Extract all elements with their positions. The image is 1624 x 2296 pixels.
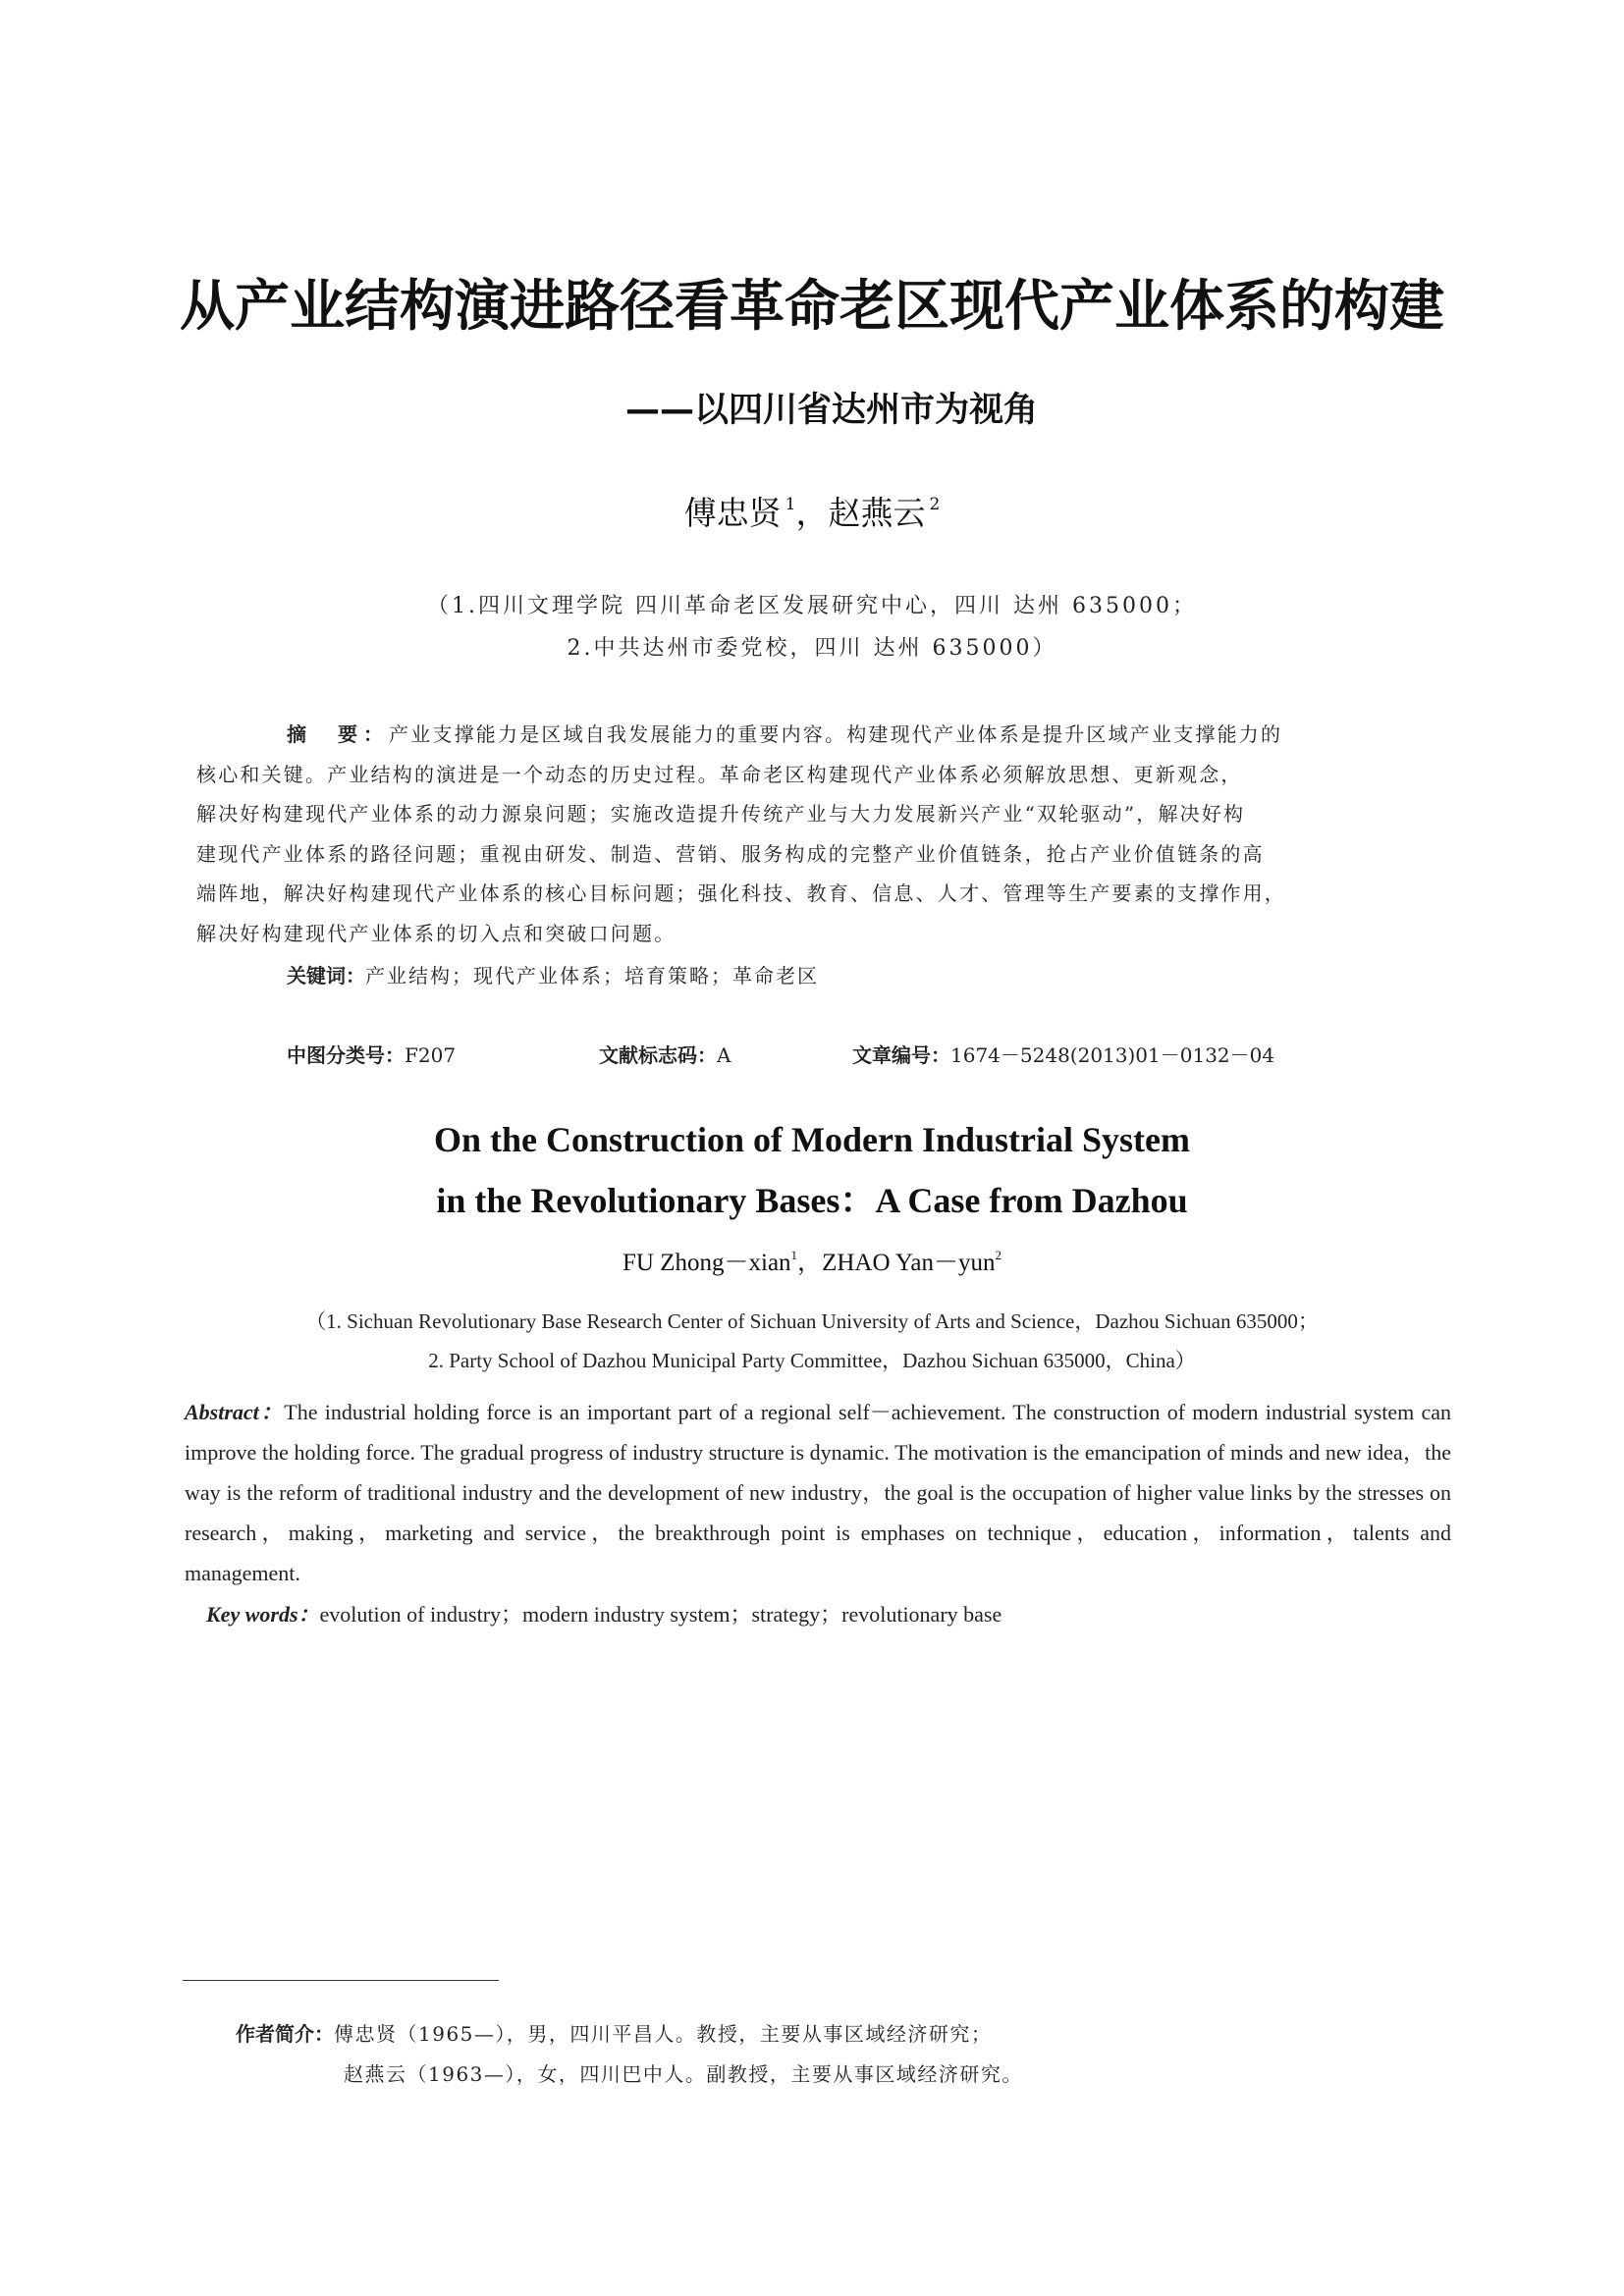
article-number: [852, 1040, 1274, 1068]
abstract-cn-line: 解决好构建现代产业体系的动力源泉问题；实施改造提升传统产业与大力发展新兴产业“双轮驱动”，解决好构: [196, 802, 1246, 826]
abstract-en-text: The industrial holding force is an important part of a regional self－achievement. The construction of modern industrial system can improve the holding force. The gradual progress of industry structure is dynamic. The motivation is the emancipation of minds and new idea，the way is the reform of traditional industry and the development of new industry，the goal is the occupation of higher value links by the stresses on research，making，marketing and service，the breakthrough point is emphases on technique，education，information，talents and management.: [185, 1400, 1451, 1585]
doc-code-value: A: [717, 1043, 731, 1067]
title-cn: 从产业结构演进路径看革命老区现代产业体系的构建: [180, 275, 1444, 339]
title-en-line-2: in the Revolutionary Bases：A Case from Dazhou: [436, 1181, 1188, 1220]
authors-cn: [0, 488, 1624, 534]
doc-code-label: 文献标志码：: [599, 1043, 717, 1067]
author-2-cn: 赵燕云: [828, 494, 926, 532]
subtitle-cn: ——以四川省达州市为视角: [624, 391, 1038, 430]
title-en-line-1: On the Construction of Modern Industrial System: [433, 1120, 1191, 1159]
clc-value: F207: [405, 1043, 457, 1067]
keywords-en-label: Key words：: [206, 1602, 320, 1627]
abstract-cn-line: 解决好构建现代产业体系的切入点和突破口问题。: [196, 921, 677, 945]
author-bio-label: 作者简介：: [236, 2022, 334, 2046]
abstract-cn: [196, 715, 1404, 953]
author-separator: ，: [795, 494, 829, 532]
abstract-cn-line: 端阵地，解决好构建现代产业体系的核心目标问题；强化科技、教育、信息、人才、管理等生产要素的支撑作用，: [196, 881, 1286, 905]
affiliation-en-1: （1. Sichuan Revolutionary Base Research Center of Sichuan University of Arts and Science，Dazhou Sichuan 635000；: [305, 1309, 1319, 1333]
author-2-en: ZHAO Yan－yun: [822, 1250, 996, 1276]
keywords-en: [206, 1598, 1001, 1629]
document-code: [599, 1040, 731, 1068]
author-2-en-affil-mark: 2: [995, 1248, 1001, 1262]
article-number-label: 文章编号：: [852, 1043, 950, 1067]
article-number-value: 1674－5248(2013)01－0132－04: [950, 1043, 1275, 1067]
abstract-cn-line: 核心和关键。产业结构的演进是一个动态的历史过程。革命老区构建现代产业体系必须解放思想、更新观念，: [196, 762, 1243, 786]
abstract-cn-line: 建现代产业体系的路径问题；重视由研发、制造、营销、服务构成的完整产业价值链条，抢占产业价值链条的高: [196, 841, 1265, 866]
author-bio-text-1: 傅忠贤（1965—），男，四川平昌人。教授，主要从事区域经济研究；: [334, 2022, 993, 2046]
authors-en: [0, 1243, 1624, 1278]
abstract-en: [185, 1392, 1451, 1593]
affiliation-cn-1: （1.四川文理学院 四川革命老区发展研究中心，四川 达州 635000；: [427, 594, 1197, 618]
clc-number: [287, 1040, 456, 1068]
keywords-cn-text: 产业结构；现代产业体系；培育策略；革命老区: [365, 964, 819, 988]
abstract-en-label: Abstract：: [185, 1400, 285, 1424]
author-2-affil-mark: 2: [929, 495, 941, 514]
author-1-cn: 傅忠贤: [683, 494, 782, 532]
author-bio-line-1: [236, 2018, 992, 2047]
author-1-affil-mark: 1: [785, 495, 796, 514]
keywords-cn: [287, 960, 819, 988]
affiliation-cn-2: 2.中共达州市委党校，四川 达州 635000）: [567, 636, 1057, 661]
footnote-divider: [183, 1980, 499, 1981]
affiliation-en-2: 2. Party School of Dazhou Municipal Party Committee，Dazhou Sichuan 635000，China）: [428, 1349, 1196, 1372]
abstract-cn-line: [196, 715, 1404, 755]
keywords-cn-label: 关键词：: [287, 964, 365, 988]
author-1-en-affil-mark: 1: [790, 1248, 798, 1262]
keywords-en-text: evolution of industry；modern industry system；strategy；revolutionary base: [319, 1602, 1002, 1627]
author-1-en: FU Zhong－xian: [623, 1250, 791, 1276]
clc-label: 中图分类号：: [287, 1043, 405, 1067]
abstract-cn-text: 产业支撑能力是区域自我发展能力的重要内容。构建现代产业体系是提升区域产业支撑能力的: [389, 722, 1283, 746]
author-bio-line-2: 赵燕云（1963—），女，四川巴中人。副教授，主要从事区域经济研究。: [344, 2062, 1023, 2086]
abstract-cn-label: 摘 要：: [287, 722, 389, 746]
author-en-separator: ，: [797, 1250, 823, 1276]
